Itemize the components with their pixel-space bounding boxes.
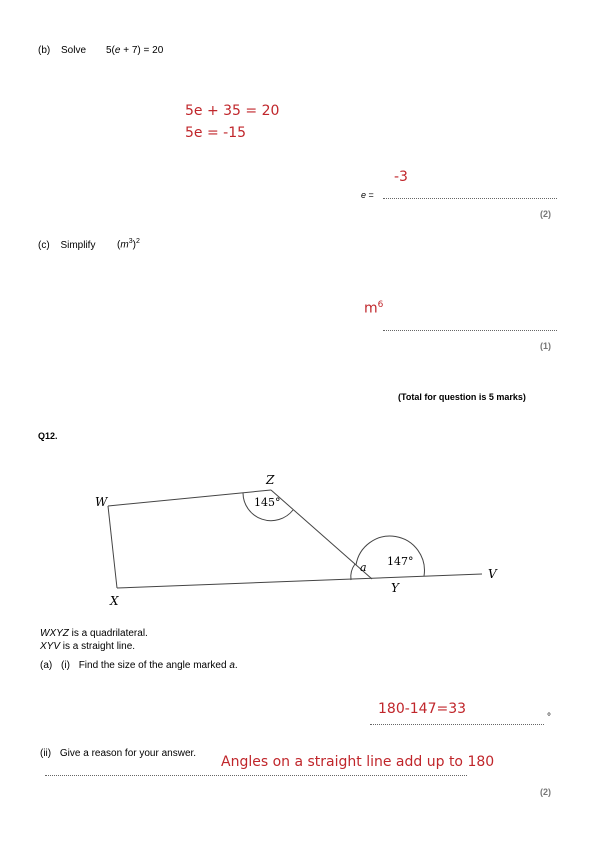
marks-c: (1) bbox=[540, 341, 551, 351]
part-i-end: . bbox=[234, 660, 238, 671]
answer-exponent: 6 bbox=[377, 300, 384, 310]
part-c-instruction: Simplify bbox=[60, 240, 96, 251]
part-b-expression bbox=[106, 45, 163, 56]
answer-i-line[interactable] bbox=[370, 724, 544, 725]
expr-bracket: ( bbox=[117, 239, 121, 251]
answer-ii-line[interactable] bbox=[45, 775, 467, 776]
part-i-var: a bbox=[229, 660, 235, 671]
line-name: XYV bbox=[40, 641, 61, 652]
expr-text: + 7) = 20 bbox=[120, 45, 164, 56]
answer-ii: Angles on a straight line add up to 180 bbox=[221, 754, 495, 770]
part-ii-label: (ii) bbox=[40, 748, 52, 759]
angle-arc-a bbox=[351, 564, 355, 580]
line-xyv bbox=[117, 574, 482, 588]
angle-label-z: 145° bbox=[254, 496, 281, 509]
answer-eq: = bbox=[366, 190, 374, 200]
part-c-label: (c) bbox=[38, 240, 50, 251]
part-b-label: (b) bbox=[38, 45, 51, 56]
vertex-label-v: V bbox=[488, 567, 497, 581]
total-marks: (Total for question is 5 marks) bbox=[398, 392, 526, 402]
marks-b: (2) bbox=[540, 209, 551, 219]
angle-label-a: a bbox=[360, 561, 367, 574]
q12-desc-1 bbox=[40, 628, 148, 639]
part-i-label: (i) bbox=[61, 660, 70, 671]
desc-text: is a straight line. bbox=[60, 641, 136, 652]
answer-i: 180-147=33 bbox=[378, 701, 467, 717]
edge-zy bbox=[271, 490, 372, 579]
part-ii-text: Give a reason for your answer. bbox=[59, 748, 197, 759]
answer-c bbox=[364, 300, 383, 317]
edge-wx bbox=[108, 506, 117, 588]
answer-b-line[interactable] bbox=[383, 198, 557, 199]
q12-desc-2 bbox=[40, 641, 135, 652]
expr-variable: e bbox=[114, 45, 121, 56]
expr-bracket: ) bbox=[132, 239, 136, 251]
desc-text: is a quadrilateral. bbox=[68, 628, 148, 639]
degree-symbol: ° bbox=[547, 712, 551, 723]
vertex-label-x: X bbox=[110, 594, 119, 608]
angle-label-y: 147° bbox=[387, 555, 414, 568]
part-b-instruction: Solve bbox=[61, 45, 87, 56]
working-line-2: 5e = -15 bbox=[185, 125, 247, 141]
marks-q12: (2) bbox=[540, 787, 551, 797]
answer-b-prefix bbox=[361, 190, 374, 200]
vertex-label-w: W bbox=[95, 495, 108, 509]
part-b-question bbox=[38, 45, 86, 56]
vertex-label-y: Y bbox=[391, 581, 399, 595]
q12-part-i bbox=[40, 660, 238, 671]
expr-text: 5( bbox=[106, 45, 115, 56]
expr-variable: m bbox=[120, 239, 129, 251]
expr-exponent: 2 bbox=[135, 238, 140, 245]
answer-var: e bbox=[361, 190, 367, 200]
working-line-1: 5e + 35 = 20 bbox=[185, 103, 280, 119]
q12-label: Q12. bbox=[38, 431, 58, 441]
part-c-question bbox=[38, 240, 95, 251]
answer-c-line[interactable] bbox=[383, 330, 557, 331]
answer-b: -3 bbox=[394, 169, 408, 185]
vertex-label-z: Z bbox=[266, 473, 275, 487]
answer-base: m bbox=[364, 300, 378, 317]
part-c-expression bbox=[117, 238, 140, 250]
expr-exponent: 3 bbox=[128, 238, 133, 245]
quadrilateral-diagram bbox=[0, 460, 596, 620]
edge-wz bbox=[108, 490, 271, 506]
shape-name: WXYZ bbox=[40, 628, 69, 639]
q12-part-ii bbox=[40, 748, 196, 759]
part-i-text: Find the size of the angle marked bbox=[78, 660, 230, 671]
part-a-label: (a) bbox=[40, 660, 53, 671]
